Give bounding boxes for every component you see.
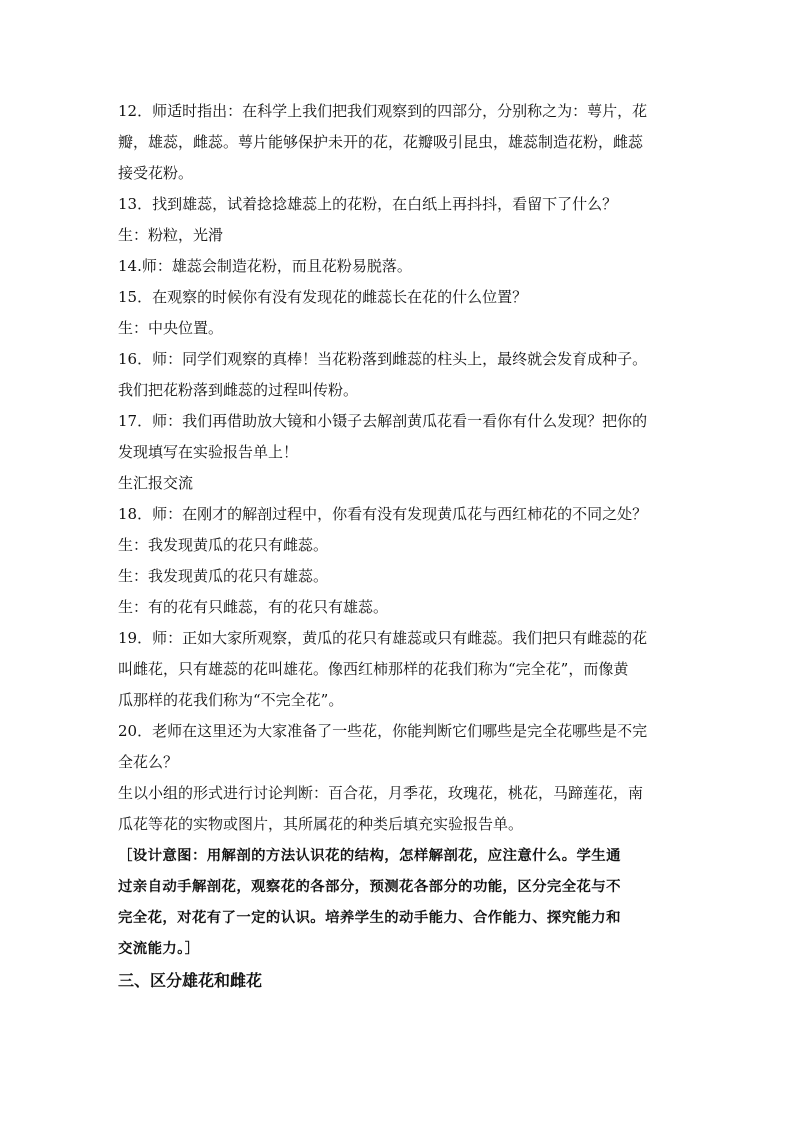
text-line: 20．老师在这里还为大家准备了一些花，你能判断它们哪些是完全花哪些是不完: [118, 722, 648, 740]
text-line: 我们把花粉落到雌蕊的过程叫传粉。: [118, 381, 359, 399]
text-line: 18．师：在刚才的解剖过程中，你看有没有发现黄瓜花与西红柿花的不同之处？: [118, 505, 648, 523]
text-line: 16．师：同学们观察的真棒！当花粉落到雌蕊的柱头上，最终就会发育成种子。: [118, 350, 648, 368]
text-line: 发现填写在实验报告单上！: [118, 443, 299, 461]
text-line: 生以小组的形式进行讨论判断：百合花，月季花，玫瑰花，桃花，马蹄莲花，南: [118, 784, 644, 802]
text-line: 生：中央位置。: [118, 319, 224, 337]
text-line: 15．在观察的时候你有没有发现花的雌蕊长在花的什么位置？: [118, 288, 528, 306]
text-line: 全花么？: [118, 753, 179, 771]
text-line: 瓜花等花的实物或图片，其所属花的种类后填充实验报告单。: [118, 815, 524, 833]
document-body: [118, 96, 688, 998]
text-line: 生：我发现黄瓜的花只有雌蕊。: [118, 536, 329, 554]
text-line: 生：有的花有只雌蕊，有的花只有雄蕊。: [118, 598, 389, 616]
text-line: 12．师适时指出：在科学上我们把我们观察到的四部分，分别称之为：萼片，花: [118, 102, 648, 120]
text-line: 17．师：我们再借助放大镜和小镊子去解剖黄瓜花看一看你有什么发现？把你的: [118, 412, 648, 430]
design-intent-line: 交流能力。］: [118, 940, 200, 957]
text-line: 13．找到雄蕊，试着捻捻雄蕊上的花粉，在白纸上再抖抖，看留下了什么？: [118, 195, 618, 213]
design-intent-line: ［设计意图：用解剖的方法认识花的结构，怎样解剖花，应注意什么。学生通: [118, 847, 621, 864]
text-line: 瓜那样的花我们称为“不完全花”。: [118, 691, 344, 709]
text-line: 19．师：正如大家所观察，黄瓜的花只有雄蕊或只有雌蕊。我们把只有雌蕊的花: [118, 629, 648, 647]
text-line: 瓣，雄蕊，雌蕊。萼片能够保护未开的花，花瓣吸引昆虫，雄蕊制造花粉，雌蕊: [118, 133, 644, 151]
text-line: 生：粉粒，光滑: [118, 226, 224, 244]
design-intent-line: 完全花，对花有了一定的认识。培养学生的动手能力、合作能力、探究能力和: [118, 909, 621, 926]
text-line: 叫雌花，只有雄蕊的花叫雄花。像西红柿那样的花我们称为“完全花”，而像黄: [118, 660, 629, 678]
section-heading: 三、区分雄花和雌花: [118, 971, 263, 990]
design-intent-line: 过亲自动手解剖花，观察花的各部分，预测花各部分的功能，区分完全花与不: [118, 878, 621, 895]
text-line: 接受花粉。: [118, 164, 194, 182]
text-line: 生：我发现黄瓜的花只有雄蕊。: [118, 567, 329, 585]
text-line: 生汇报交流: [118, 474, 194, 492]
text-line: 14.师：雄蕊会制造花粉，而且花粉易脱落。: [118, 257, 412, 275]
